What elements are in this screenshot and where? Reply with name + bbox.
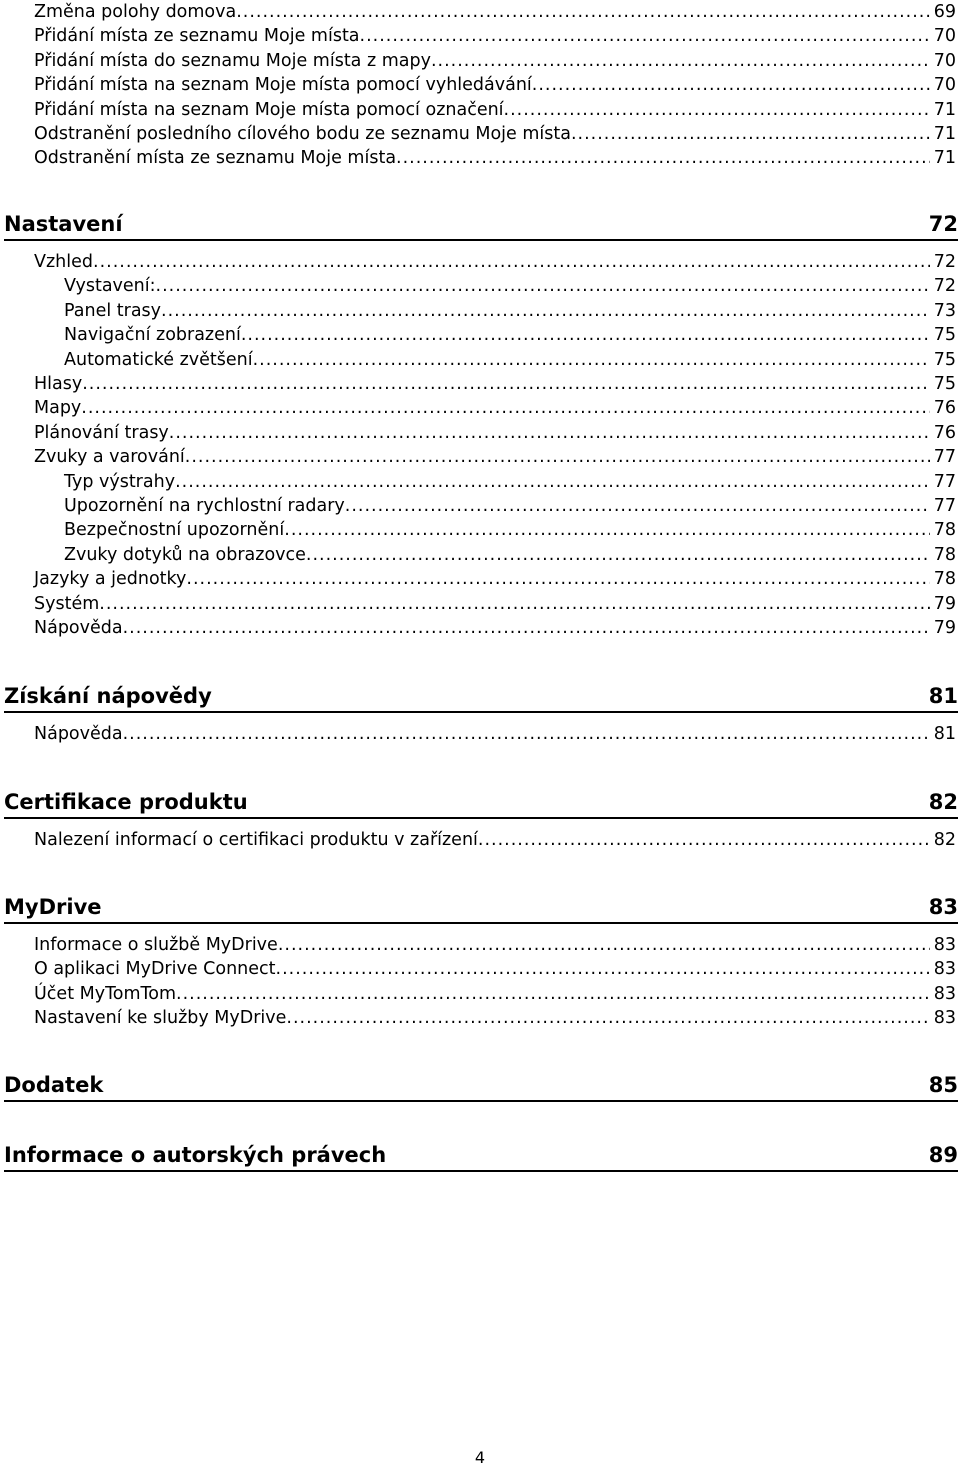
toc-entry-page: 77 bbox=[933, 471, 956, 492]
toc-entry-title: Přidání místa na seznam Moje místa pomocí vyhledávání bbox=[34, 75, 532, 96]
section-heading-title: Získání nápovědy bbox=[4, 684, 212, 708]
toc-entry-title: Účet MyTomTom bbox=[34, 983, 177, 1004]
toc-entry-page: 83 bbox=[933, 959, 956, 980]
toc-entry-title: Nápověda bbox=[34, 724, 123, 744]
section-heading[interactable] bbox=[4, 202, 958, 241]
toc-entry-page: 70 bbox=[933, 26, 956, 47]
toc-entry-page: 72 bbox=[933, 276, 956, 297]
toc-entry[interactable] bbox=[34, 98, 956, 122]
toc-entry-page: 78 bbox=[933, 544, 956, 565]
toc-entry-title: Odstranění posledního cílového bodu ze seznamu Moje místa bbox=[34, 124, 571, 144]
dot-leader bbox=[156, 274, 930, 298]
dot-leader bbox=[532, 73, 930, 97]
toc-entry[interactable] bbox=[34, 372, 956, 396]
toc-entry-title: Automatické zvětšení bbox=[64, 349, 253, 370]
toc-entry[interactable] bbox=[34, 49, 956, 73]
toc-entry-title: Přidání místa na seznam Moje místa pomocí označení bbox=[34, 99, 504, 120]
toc-entry[interactable] bbox=[34, 73, 956, 97]
section-heading-page: 82 bbox=[928, 790, 958, 814]
dot-leader bbox=[176, 982, 930, 1006]
toc-entry[interactable] bbox=[64, 518, 956, 542]
toc-entry-page: 78 bbox=[933, 569, 956, 590]
dot-leader bbox=[169, 421, 930, 445]
toc-entry[interactable] bbox=[64, 348, 956, 372]
toc-entry-title: Upozornění na rychlostní radary bbox=[64, 496, 345, 516]
section-heading-page: 81 bbox=[928, 684, 958, 708]
toc-entry[interactable] bbox=[34, 828, 956, 852]
toc-entry[interactable] bbox=[34, 592, 956, 616]
toc-entry[interactable] bbox=[34, 982, 956, 1006]
toc-entry[interactable] bbox=[64, 299, 956, 323]
toc-entry-page: 81 bbox=[933, 724, 956, 744]
toc-entry-title: Zvuky a varování bbox=[34, 447, 185, 468]
toc-entry-title: Systém bbox=[34, 593, 100, 614]
dot-leader bbox=[278, 933, 930, 957]
toc-entry-page: 71 bbox=[933, 99, 956, 120]
toc-entry-title: Panel trasy bbox=[64, 300, 162, 321]
toc-entry-page: 83 bbox=[933, 983, 956, 1004]
dot-leader bbox=[253, 348, 930, 372]
toc-entry[interactable] bbox=[34, 445, 956, 469]
toc-entry[interactable] bbox=[34, 396, 956, 420]
page-number: 4 bbox=[474, 1448, 486, 1467]
toc-entry-page: 83 bbox=[933, 935, 956, 955]
dot-leader bbox=[99, 592, 929, 616]
toc-entry-title: Navigační zobrazení bbox=[64, 325, 241, 346]
toc-entry[interactable] bbox=[34, 957, 956, 981]
dot-leader bbox=[123, 616, 930, 640]
toc-entry[interactable] bbox=[64, 470, 956, 494]
toc-entry-title: Vystavení: bbox=[64, 276, 156, 297]
toc-entry[interactable] bbox=[34, 0, 956, 24]
dot-leader bbox=[123, 722, 930, 746]
toc-entry-page: 73 bbox=[933, 300, 956, 321]
toc-entry-title: Odstranění místa ze seznamu Moje místa bbox=[34, 148, 397, 169]
toc-entry-title: Mapy bbox=[34, 398, 82, 419]
section-heading-title: MyDrive bbox=[4, 895, 102, 919]
dot-leader bbox=[161, 299, 930, 323]
toc-entry-page: 76 bbox=[933, 398, 956, 419]
toc-entry[interactable] bbox=[34, 421, 956, 445]
dot-leader bbox=[345, 494, 930, 518]
toc-entry-page: 70 bbox=[933, 50, 956, 71]
toc-entry[interactable] bbox=[64, 323, 956, 347]
dot-leader bbox=[175, 470, 930, 494]
toc-entry[interactable] bbox=[34, 250, 956, 274]
section-heading[interactable] bbox=[4, 1133, 958, 1172]
toc-entry-title: Přidání místa do seznamu Moje místa z mapy bbox=[34, 50, 431, 71]
toc-entry-page: 79 bbox=[933, 618, 956, 638]
dot-leader bbox=[306, 543, 930, 567]
toc-entry-page: 72 bbox=[933, 252, 956, 272]
section-heading[interactable] bbox=[4, 674, 958, 713]
toc-entry[interactable] bbox=[34, 722, 956, 746]
dot-leader bbox=[241, 323, 930, 347]
toc-entry-page: 75 bbox=[933, 349, 956, 370]
section-heading-page: 89 bbox=[928, 1143, 958, 1167]
toc-entry-page: 78 bbox=[933, 520, 956, 541]
toc-entry-page: 75 bbox=[933, 374, 956, 394]
section-heading[interactable] bbox=[4, 885, 958, 924]
dot-leader bbox=[284, 518, 929, 542]
section-heading-title: Dodatek bbox=[4, 1073, 104, 1097]
toc-entry-title: Plánování trasy bbox=[34, 422, 169, 443]
section-heading[interactable] bbox=[4, 1063, 958, 1102]
dot-leader bbox=[571, 122, 930, 146]
toc-entry[interactable] bbox=[34, 616, 956, 640]
toc-entry-title: O aplikaci MyDrive Connect bbox=[34, 959, 276, 980]
toc-entry-title: Typ výstrahy bbox=[64, 471, 176, 492]
toc-entry[interactable] bbox=[64, 274, 956, 298]
toc-entry-page: 77 bbox=[933, 496, 956, 516]
toc-entry-page: 71 bbox=[933, 148, 956, 169]
toc-entry-title: Bezpečnostní upozornění bbox=[64, 520, 285, 541]
dot-leader bbox=[431, 49, 930, 73]
toc-entry-page: 79 bbox=[933, 593, 956, 614]
dot-leader bbox=[286, 1006, 929, 1030]
section-heading-page: 83 bbox=[928, 895, 958, 919]
section-heading-title: Informace o autorských právech bbox=[4, 1143, 387, 1167]
dot-leader bbox=[396, 146, 930, 170]
toc-entry-title: Nastavení ke služby MyDrive bbox=[34, 1008, 287, 1029]
toc-entry-title: Změna polohy domova bbox=[34, 2, 237, 22]
dot-leader bbox=[236, 0, 929, 24]
toc-entry-page: 77 bbox=[933, 447, 956, 468]
toc-entry-page: 75 bbox=[933, 325, 956, 346]
toc-entry-title: Nalezení informací o certifikaci produktu v zařízení bbox=[34, 830, 478, 850]
toc-entry[interactable] bbox=[34, 1006, 956, 1030]
dot-leader bbox=[276, 957, 930, 981]
toc-entry-title: Přidání místa ze seznamu Moje místa bbox=[34, 26, 360, 47]
section-heading-page: 72 bbox=[928, 212, 958, 236]
toc-entry[interactable] bbox=[64, 494, 956, 518]
section-heading-page: 85 bbox=[928, 1073, 958, 1097]
dot-leader bbox=[360, 24, 930, 48]
toc-entry-title: Vzhled bbox=[34, 252, 93, 272]
toc-entry-page: 69 bbox=[933, 2, 956, 22]
toc-entry[interactable] bbox=[64, 543, 956, 567]
toc-entry[interactable] bbox=[34, 933, 956, 957]
dot-leader bbox=[82, 372, 929, 396]
section-heading[interactable] bbox=[4, 780, 958, 819]
toc-entry-title: Nápověda bbox=[34, 618, 123, 638]
toc-entry[interactable] bbox=[34, 122, 956, 146]
dot-leader bbox=[185, 445, 930, 469]
toc-entry[interactable] bbox=[34, 146, 956, 170]
toc-entry-title: Hlasy bbox=[34, 374, 83, 394]
section-heading-title: Nastavení bbox=[4, 212, 123, 236]
toc-entry-page: 71 bbox=[933, 124, 956, 144]
dot-leader bbox=[478, 828, 930, 852]
dot-leader bbox=[93, 250, 930, 274]
toc-entry[interactable] bbox=[34, 24, 956, 48]
toc-entry-title: Zvuky dotyků na obrazovce bbox=[64, 544, 306, 565]
section-heading-title: Certifikace produktu bbox=[4, 790, 248, 814]
toc-entry-page: 83 bbox=[933, 1008, 956, 1029]
dot-leader bbox=[81, 396, 929, 420]
dot-leader bbox=[186, 567, 929, 591]
toc-entry-page: 76 bbox=[933, 422, 956, 443]
toc-entry-page: 82 bbox=[933, 830, 956, 850]
toc-entry-page: 70 bbox=[933, 75, 956, 96]
toc-entry-title: Jazyky a jednotky bbox=[34, 569, 187, 590]
toc-entry[interactable] bbox=[34, 567, 956, 591]
toc-entry-title: Informace o službě MyDrive bbox=[34, 935, 278, 955]
dot-leader bbox=[504, 98, 930, 122]
